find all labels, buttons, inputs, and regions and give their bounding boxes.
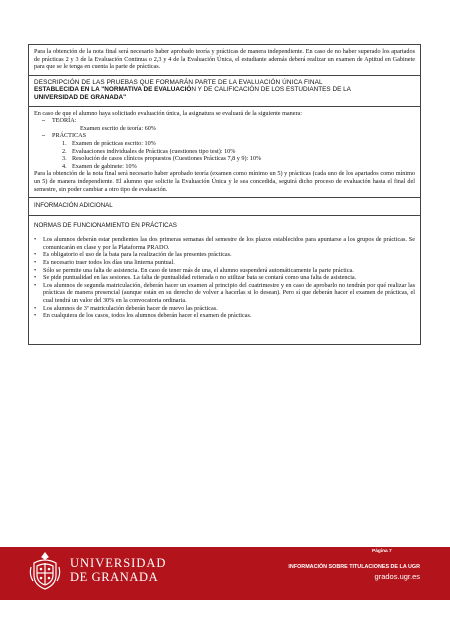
university-seal-icon (28, 551, 62, 591)
additional-info-title: INFORMACIÓN ADICIONAL (34, 202, 113, 210)
practice-rules-subtitle: NORMAS DE FUNCIONAMIENTO EN PRÁCTICAS (34, 221, 177, 229)
practicas-item: 4. Examen de gabinete: 10% (62, 162, 137, 170)
single-evaluation-details-box (28, 107, 421, 199)
university-line-1: UNIVERSIDAD (70, 556, 167, 570)
rule-item: • Los alumnos deberán estar pendientes las dos primeras semanas del semestre de los plazos establecidos para apuntarse a los grupos de prácticas. Se comunicarán en clase y por la Plataforma PRADO. (34, 236, 415, 251)
additional-info-heading-box (28, 198, 421, 216)
teoria-item: Examen escrito de teoría: 60% (80, 124, 156, 132)
page-number: Página 7 (372, 549, 392, 554)
teoria-label: – TEORÍA: (42, 117, 415, 125)
university-line-2: DE GRANADA (70, 570, 159, 584)
footer-info-title: INFORMACIÓN SOBRE TITULACIONES DE LA UGR (288, 564, 420, 570)
rule-item: • Es necesario traer todos los días una linterna puntual. (34, 259, 415, 267)
practicas-item: 2. Evaluaciones individuales de Prácticas (cuestiones tipo test): 10% (62, 147, 236, 155)
additional-info-content-box (28, 216, 421, 345)
practicas-list (34, 140, 415, 170)
final-grade-note: Para la obtención de la nota final será necesario haber aprobado teoría y prácticas de manera independiente. En caso de no haber superado los apartados de prácticas 2 y 3 de la Evaluación Continua o 2,3 y 4 de la Evaluación Única, el estudiante además deberá realizar un examen de Aptitud en Gabinete para que se le tenga en cuenta la parte de prácticas. (34, 48, 415, 71)
final-grade-note-box (28, 44, 421, 76)
rule-item: • Sólo se permite una falta de asistencia. En caso de tener más de una, el alumno suspenderá automáticamente la parte práctica. (34, 267, 415, 275)
single-evaluation-closing: Para la obtención de la nota final será necesario haber aprobado teoría (examen como mínimo un 5) y prácticas (cada uno de los apartados como mínimo un 5) de manera independiente. El alumno que solicite la Evaluación Única y le sea concedida, seguirá dicho proceso de evaluación hasta el final del semestre, sin poder cambiar a otro tipo de evaluación. (34, 170, 415, 193)
rule-item: • Los alumnos de 3ª matriculación deberán hacer de nuevo las prácticas. (34, 305, 415, 313)
rule-item: • En cualquiera de los casos, todos los alumnos deberán hacer el examen de prácticas. (34, 312, 415, 320)
practicas-item: 1. Examen de prácticas escrito: 10% (62, 139, 156, 147)
rule-item: • Se pide puntualidad en las sesiones. La falta de puntualidad reiterada o no utilizar bata se contará como una falta de asistencia. (34, 274, 415, 282)
footer-site-link[interactable]: grados.ugr.es (374, 572, 420, 581)
heading-line-2: ESTABLECIDA EN LA "NORMATIVA DE EVALUACIÓN Y DE CALIFICACIÓN DE LOS ESTUDIANTES DE LA (34, 86, 351, 94)
document-body (28, 44, 421, 345)
practicas-item: 3. Resolución de casos clínicos propuestos (Cuestiones Prácticas 7,8 y 9): 10% (62, 155, 262, 163)
rule-item: • Los alumnos de segunda matriculación, deberán hacer un examen al principio del cuatrimestre y en caso de aprobarlo no tendrán por qué realizar las prácticas de manera presencial (aunque están en su derecho de volver a hacerlas si lo desean). Pero sí que deberán hacer el examen de prácticas, el cual tendrá un valor del 30% en la convocatoria ordinaria. (34, 282, 415, 305)
practice-rules-list (34, 236, 415, 320)
university-logo-text (70, 557, 166, 584)
single-evaluation-heading-box (28, 76, 421, 107)
rule-item: • Es obligatorio el uso de la bata para la realización de las presentes prácticas. (34, 251, 415, 259)
practicas-label: – PRÁCTICAS (42, 132, 415, 140)
heading-line-3: UNIVERSIDAD DE GRANADA" (34, 93, 127, 101)
heading-line-1: DESCRIPCIÓN DE LAS PRUEBAS QUE FORMARÁN PARTE DE LA EVALUACIÓN ÚNICA FINAL (34, 78, 323, 86)
single-evaluation-intro: En caso de que el alumno haya solicitado evaluación única, la asignatura se evaluará de la siguiente manera: (34, 109, 303, 117)
footer-info (288, 563, 420, 581)
evaluation-parts-list (34, 117, 415, 125)
